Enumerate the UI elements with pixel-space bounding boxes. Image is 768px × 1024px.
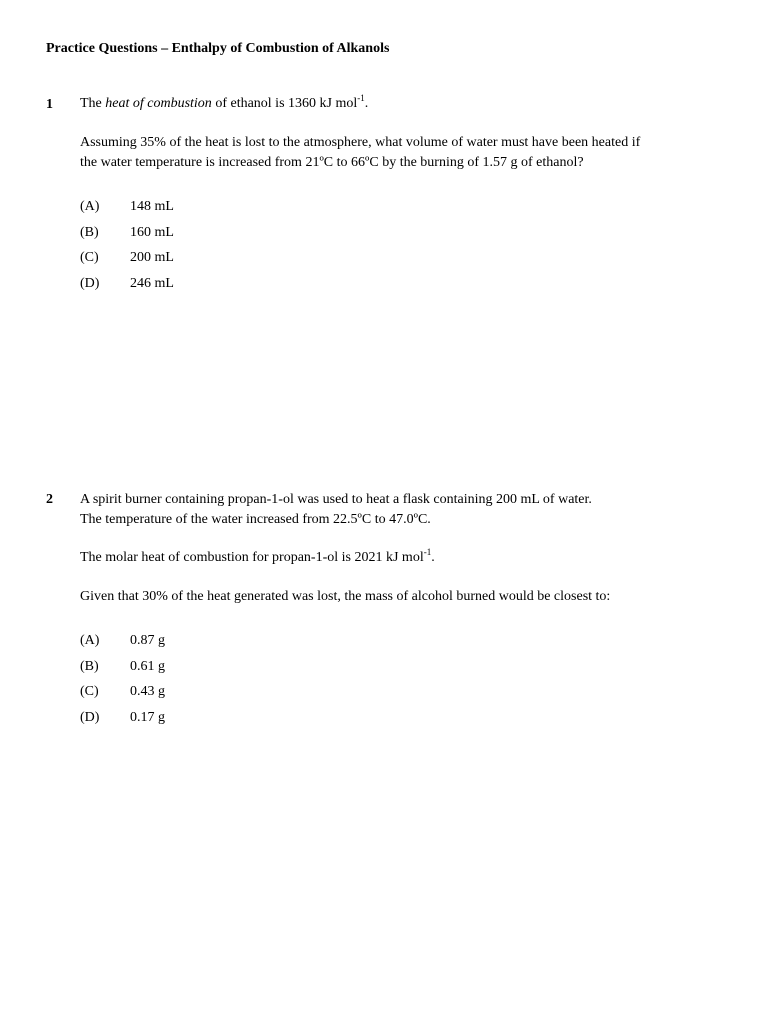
option-text: 0.87 g (130, 633, 165, 648)
question-2-given (80, 587, 720, 607)
option-label: (D) (80, 709, 100, 725)
q2-option-d (80, 708, 165, 734)
option-label: (C) (80, 684, 99, 699)
q2-line-2: The temperature of the water increased from 22.5ºC to 47.0ºC. (80, 512, 431, 527)
q1-stem-italic: heat of combustion (105, 96, 212, 111)
q1-para-line-1: Assuming 35% of the heat is lost to the atmosphere, what volume of water must have been heated if (80, 135, 641, 150)
q2-option-a (80, 631, 165, 657)
q2-molar-sup: -1 (423, 547, 432, 557)
option-label: (A) (80, 199, 100, 214)
q2-option-b (80, 657, 165, 683)
q1-option-c (80, 248, 174, 274)
question-1-paragraph (80, 133, 720, 173)
q2-line-1: A spirit burner containing propan-1-ol was used to heat a flask containing 200 mL of water. (80, 492, 592, 507)
q2-molar-pre: The molar heat of combustion for propan-1-ol is 2021 kJ mol (80, 550, 424, 565)
question-2-number: 2 (46, 492, 53, 507)
question-1-number: 1 (46, 97, 53, 112)
option-label: (C) (80, 250, 99, 265)
option-text: 0.17 g (130, 709, 165, 725)
option-text: 0.43 g (130, 684, 165, 699)
q1-option-b (80, 223, 174, 249)
question-2-stem (80, 490, 720, 530)
question-2-molar-heat (80, 548, 720, 568)
q2-molar-end: . (431, 550, 435, 565)
option-text: 246 mL (130, 275, 174, 291)
q1-stem-post: of ethanol is 1360 kJ mol (211, 96, 358, 111)
q1-stem-sup: -1 (357, 93, 365, 103)
option-text: 0.61 g (130, 658, 165, 674)
q1-para-line-2: the water temperature is increased from 21ºC to 66ºC by the burning of 1.57 g of ethanol? (80, 155, 584, 170)
question-1-stem (80, 94, 720, 114)
option-label: (B) (80, 224, 99, 240)
q1-option-a (80, 197, 174, 223)
q1-option-d (80, 274, 174, 300)
document-title: Practice Questions – Enthalpy of Combustion of Alkanols (46, 41, 390, 56)
option-text: 148 mL (130, 199, 174, 214)
q1-stem-pre: The (80, 96, 106, 111)
option-text: 200 mL (130, 250, 174, 265)
q1-stem-end: . (364, 96, 369, 111)
q2-given-line: Given that 30% of the heat generated was lost, the mass of alcohol burned would be closest to: (80, 589, 611, 604)
option-label: (D) (80, 275, 100, 291)
option-label: (B) (80, 658, 99, 674)
question-2-options (80, 631, 165, 733)
option-text: 160 mL (130, 224, 174, 240)
q2-option-c (80, 682, 165, 708)
option-label: (A) (80, 633, 100, 648)
question-1-options (80, 197, 174, 299)
